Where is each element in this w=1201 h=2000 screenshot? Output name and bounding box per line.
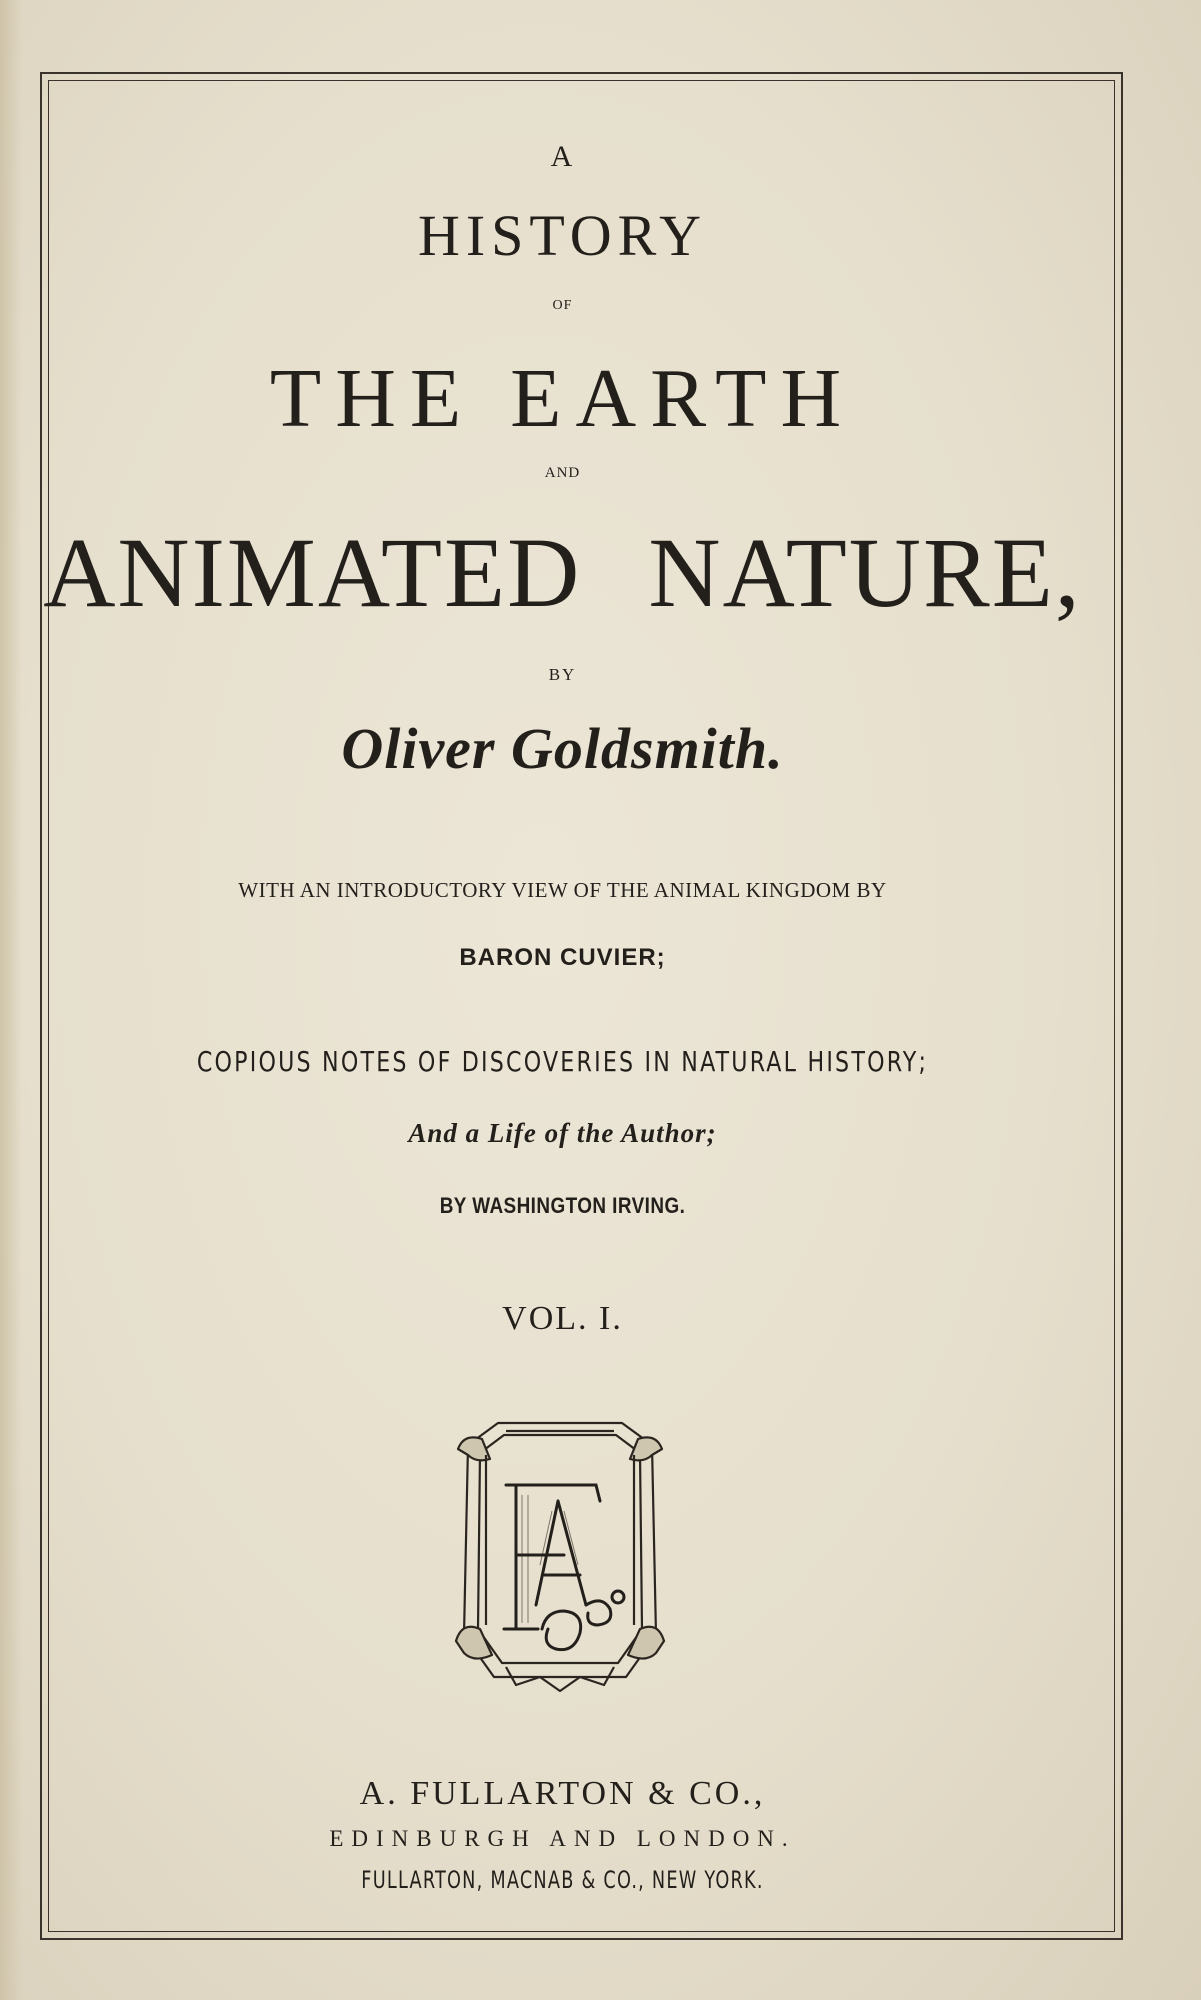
intro-view-line: WITH AN INTRODUCTORY VIEW OF THE ANIMAL KINGDOM BY [238,878,887,902]
title-and: AND [544,465,581,481]
notes-line: COPIOUS NOTES OF DISCOVERIES IN NATURAL HISTORY; [196,1045,929,1078]
publisher-cities: EDINBURGH AND LONDON. [329,1826,796,1851]
volume-label: VOL. I. [502,1300,623,1337]
title-animated-nature: ANIMATED NATURE, [43,517,1082,628]
irving-line: BY WASHINGTON IRVING. [439,1193,686,1218]
publisher-monogram-emblem-icon [446,1415,674,1699]
title-earth: THE EARTH [269,352,856,445]
byline-label: BY [548,665,577,684]
author-name: Oliver Goldsmith. [341,716,784,781]
title-history: HISTORY [417,203,708,268]
cuvier-line: BARON CUVIER; [459,944,666,971]
life-of-author-line: And a Life of the Author; [408,1118,717,1148]
title-of: OF [552,298,573,313]
publisher-name: A. FULLARTON & CO., [359,1775,766,1812]
title-article: A [550,140,575,173]
publisher-new-york: FULLARTON, MACNAB & CO., NEW YORK. [361,1866,764,1894]
